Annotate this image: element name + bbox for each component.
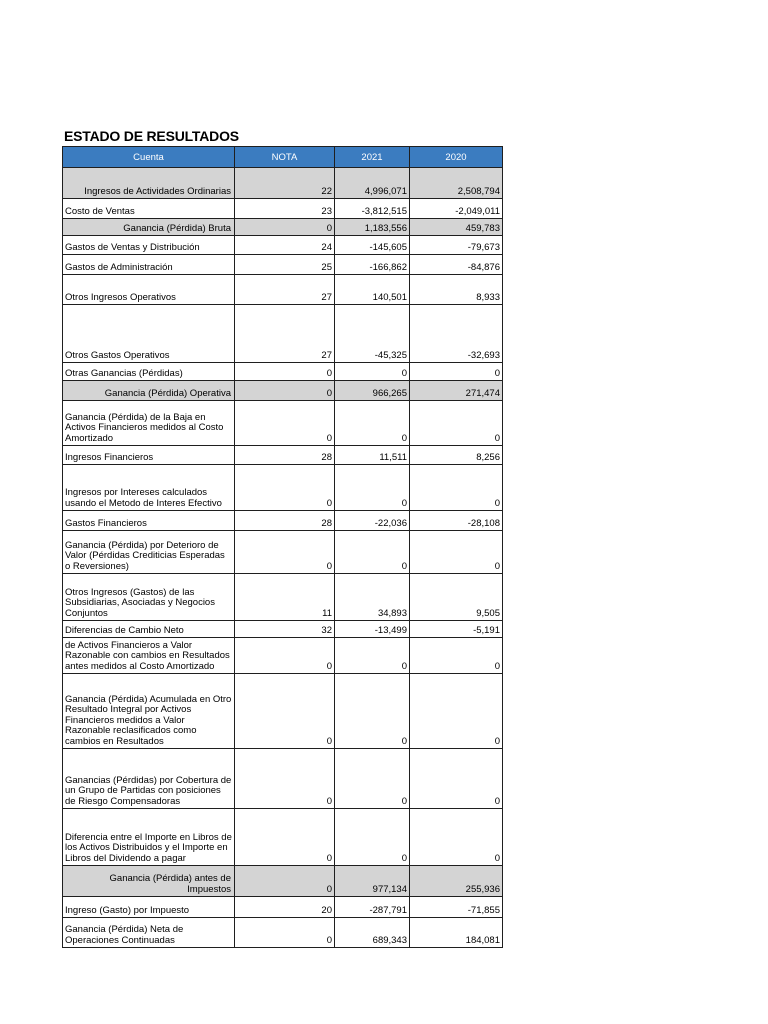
row-label: Otros Ingresos Operativos <box>63 275 235 305</box>
table-row <box>63 574 503 621</box>
row-label: Ingresos de Actividades Ordinarias <box>63 168 235 199</box>
table-row <box>63 918 503 948</box>
page-title: ESTADO DE RESULTADOS <box>64 128 239 144</box>
row-label: Otros Ingresos (Gastos) de las Subsidiarias, Asociadas y Negocios Conjuntos <box>63 574 235 621</box>
row-nota: 0 <box>235 809 335 866</box>
table-row <box>63 363 503 381</box>
row-label: Ganancia (Pérdida) antes de Impuestos <box>63 866 235 897</box>
row-2021: 0 <box>335 674 410 749</box>
table-row <box>63 674 503 749</box>
row-2021: 11,511 <box>335 446 410 465</box>
row-2021: 4,996,071 <box>335 168 410 199</box>
table-row <box>63 199 503 219</box>
row-2020: 0 <box>410 674 503 749</box>
table-row <box>63 275 503 305</box>
row-nota: 0 <box>235 219 335 236</box>
row-nota: 28 <box>235 511 335 531</box>
row-nota: 0 <box>235 401 335 446</box>
row-label: Ganancia (Pérdida) Operativa <box>63 381 235 401</box>
row-nota: 24 <box>235 236 335 255</box>
row-label: Ganancias (Pérdidas) por Cobertura de un Grupo de Partidas con posiciones de Riesgo Compensadoras <box>63 749 235 809</box>
row-2020: 0 <box>410 749 503 809</box>
table-row <box>63 255 503 275</box>
row-2020: 9,505 <box>410 574 503 621</box>
row-2020: -84,876 <box>410 255 503 275</box>
header-nota: NOTA <box>235 147 335 168</box>
row-2020: -71,855 <box>410 897 503 918</box>
row-2020: -32,693 <box>410 305 503 363</box>
row-2021: -166,862 <box>335 255 410 275</box>
row-nota: 11 <box>235 574 335 621</box>
row-2020: 8,256 <box>410 446 503 465</box>
row-2021: 0 <box>335 749 410 809</box>
row-nota: 0 <box>235 866 335 897</box>
row-2020: -79,673 <box>410 236 503 255</box>
row-nota: 23 <box>235 199 335 219</box>
row-label: Costo de Ventas <box>63 199 235 219</box>
row-2021: 0 <box>335 638 410 674</box>
row-label: Gastos de Ventas y Distribución <box>63 236 235 255</box>
row-label: Ingreso (Gasto) por Impuesto <box>63 897 235 918</box>
row-2020: 0 <box>410 465 503 511</box>
row-nota: 28 <box>235 446 335 465</box>
row-2021: -145,605 <box>335 236 410 255</box>
row-2020: -28,108 <box>410 511 503 531</box>
row-nota: 22 <box>235 168 335 199</box>
row-2020: 0 <box>410 809 503 866</box>
row-2021: 966,265 <box>335 381 410 401</box>
table-row <box>63 465 503 511</box>
row-label: Ganancia (Pérdida) de la Baja en Activos Financieros medidos al Costo Amortizado <box>63 401 235 446</box>
row-2020: -5,191 <box>410 621 503 638</box>
table-row <box>63 638 503 674</box>
row-2021: 689,343 <box>335 918 410 948</box>
row-2021: 0 <box>335 363 410 381</box>
row-2021: 140,501 <box>335 275 410 305</box>
table-row <box>63 446 503 465</box>
row-label: Otros Gastos Operativos <box>63 305 235 363</box>
table-row <box>63 866 503 897</box>
header-2021: 2021 <box>335 147 410 168</box>
row-nota: 27 <box>235 275 335 305</box>
row-2021: -13,499 <box>335 621 410 638</box>
row-2020: 255,936 <box>410 866 503 897</box>
row-label: Ingresos por Intereses calculados usando el Metodo de Interes Efectivo <box>63 465 235 511</box>
row-nota: 0 <box>235 531 335 574</box>
row-nota: 0 <box>235 363 335 381</box>
row-2021: -45,325 <box>335 305 410 363</box>
row-2021: -22,036 <box>335 511 410 531</box>
row-2021: 977,134 <box>335 866 410 897</box>
table-row <box>63 305 503 363</box>
row-2021: 0 <box>335 401 410 446</box>
row-2020: 0 <box>410 638 503 674</box>
row-2020: 0 <box>410 401 503 446</box>
row-nota: 0 <box>235 674 335 749</box>
table-row <box>63 809 503 866</box>
row-nota: 0 <box>235 918 335 948</box>
row-nota: 20 <box>235 897 335 918</box>
row-nota: 0 <box>235 465 335 511</box>
row-nota: 25 <box>235 255 335 275</box>
row-nota: 27 <box>235 305 335 363</box>
row-2021: -287,791 <box>335 897 410 918</box>
row-2021: 0 <box>335 809 410 866</box>
row-2021: 34,893 <box>335 574 410 621</box>
row-label: Ganancia (Pérdida) Bruta <box>63 219 235 236</box>
row-2020: -2,049,011 <box>410 199 503 219</box>
header-row <box>63 147 503 168</box>
row-label: Gastos Financieros <box>63 511 235 531</box>
row-nota: 32 <box>235 621 335 638</box>
income-statement-table <box>62 146 503 948</box>
row-2020: 184,081 <box>410 918 503 948</box>
table-row <box>63 168 503 199</box>
header-2020: 2020 <box>410 147 503 168</box>
table-row <box>63 749 503 809</box>
row-nota: 0 <box>235 749 335 809</box>
table-row <box>63 381 503 401</box>
row-2020: 2,508,794 <box>410 168 503 199</box>
row-2020: 0 <box>410 531 503 574</box>
row-2021: 0 <box>335 531 410 574</box>
table-row <box>63 621 503 638</box>
row-label: Otras Ganancias (Pérdidas) <box>63 363 235 381</box>
row-2020: 271,474 <box>410 381 503 401</box>
table-row <box>63 531 503 574</box>
row-2020: 459,783 <box>410 219 503 236</box>
row-label: Ganancia (Pérdida) por Deterioro de Valor (Pérdidas Crediticias Esperadas o Reversiones) <box>63 531 235 574</box>
row-2020: 0 <box>410 363 503 381</box>
row-label: Diferencias de Cambio Neto <box>63 621 235 638</box>
row-label: Ingresos Financieros <box>63 446 235 465</box>
row-nota: 0 <box>235 381 335 401</box>
row-2021: 0 <box>335 465 410 511</box>
table-row <box>63 511 503 531</box>
row-label: Diferencia entre el Importe en Libros de los Activos Distribuidos y el Importe en Libros del Dividendo a pagar <box>63 809 235 866</box>
row-nota: 0 <box>235 638 335 674</box>
table-row <box>63 236 503 255</box>
table-row <box>63 897 503 918</box>
row-label: Ganancia (Pérdida) Acumulada en Otro Resultado Integral por Activos Financieros medidos a Valor Razonable reclasificados como cambios en Resultados <box>63 674 235 749</box>
table-row <box>63 219 503 236</box>
header-cuenta: Cuenta <box>63 147 235 168</box>
row-label: Gastos de Administración <box>63 255 235 275</box>
row-label: de Activos Financieros a Valor Razonable con cambios en Resultados antes medidos al Costo Amortizado <box>63 638 235 674</box>
row-label: Ganancia (Pérdida) Neta de Operaciones Continuadas <box>63 918 235 948</box>
row-2021: 1,183,556 <box>335 219 410 236</box>
row-2021: -3,812,515 <box>335 199 410 219</box>
row-2020: 8,933 <box>410 275 503 305</box>
table-row <box>63 401 503 446</box>
